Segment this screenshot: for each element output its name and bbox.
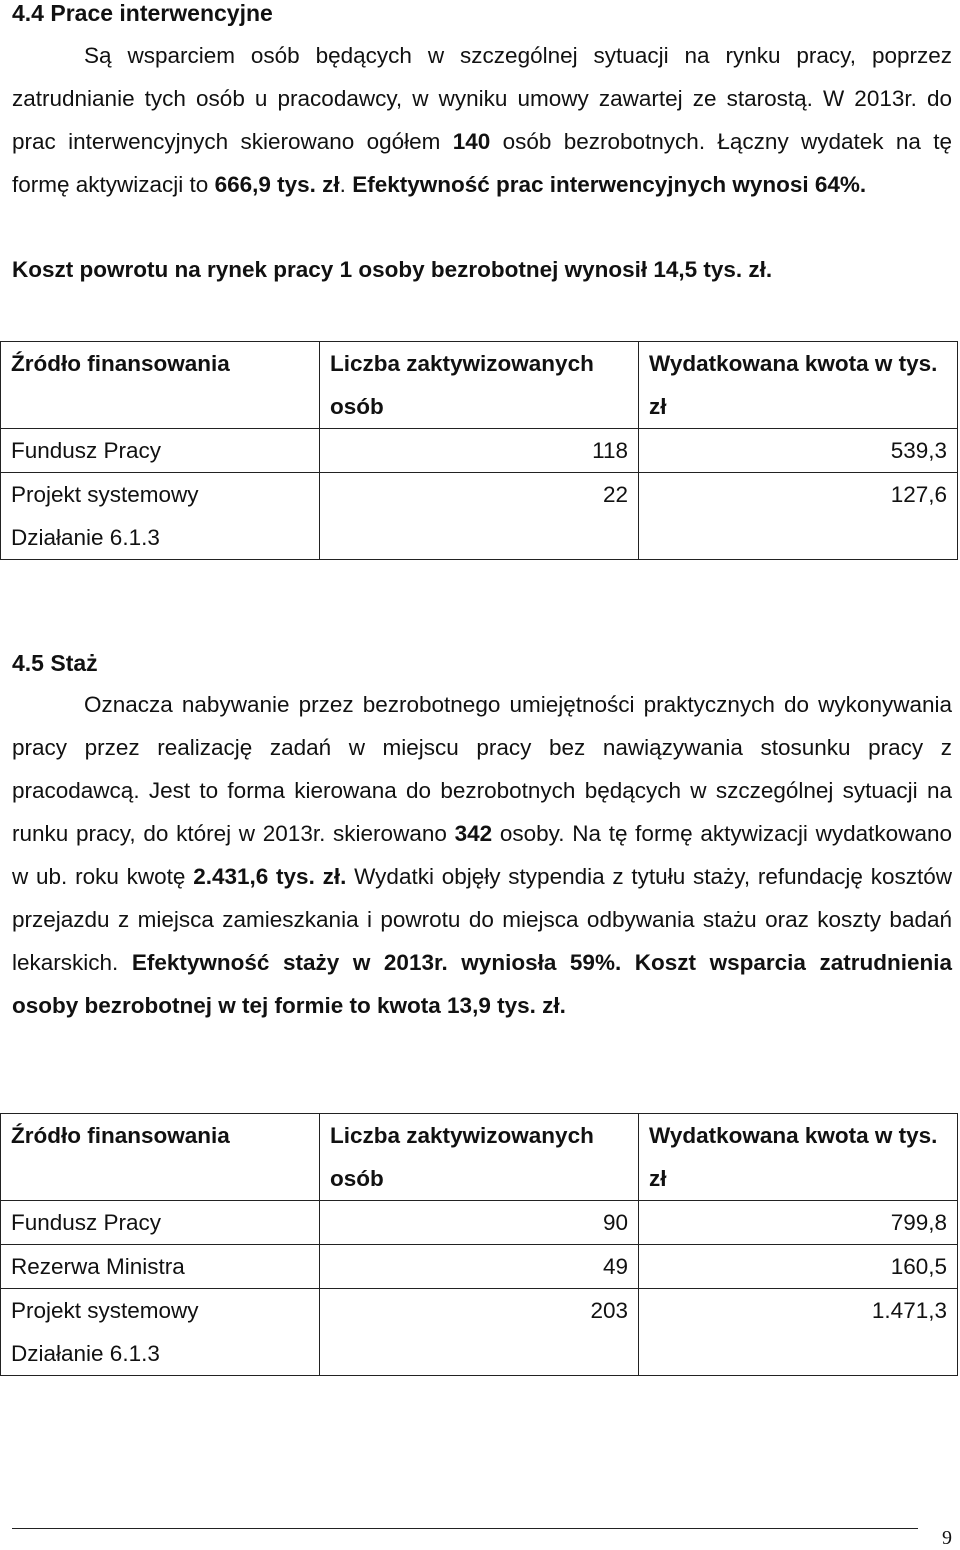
row-source: Fundusz Pracy (1, 1201, 320, 1245)
header-amount: Wydatkowana kwota w tys. zł (639, 1114, 958, 1201)
table-row (1, 473, 958, 560)
row-amount: 160,5 (639, 1245, 958, 1289)
efficiency-bold: Efektywność prac interwencyjnych wynosi 64%. (352, 172, 867, 197)
header-count: Liczba zaktywizowanych osób (320, 342, 639, 429)
header-amount: Wydatkowana kwota w tys. zł (639, 342, 958, 429)
row-count: 90 (320, 1201, 639, 1245)
text: Oznacza nabywanie przez bezrobotnego umiejętności praktycznych do wykonywania pracy przez realizację zadań w miejscu pracy bez nawiązywania stosunku pracy z pracodawcą. Jest to forma kierowana do bezrobotnych będących w szczególnej sytuacji na runku pracy, do której w 2013r. skierowano (12, 692, 952, 846)
text: osób bezrobotnych. Łączny wydatek na tę formę aktywizacji to (12, 129, 952, 197)
row-count: 49 (320, 1245, 639, 1289)
table-row (1, 1201, 958, 1245)
header-count: Liczba zaktywizowanych osób (320, 1114, 639, 1201)
paragraph-prace-interwencyjne (12, 34, 952, 206)
text: osoby. Na tę formę aktywizacji wydatkowano w ub. roku kwotę (12, 821, 952, 889)
page-number: 9 (942, 1527, 952, 1549)
count-bold: 342 (454, 821, 493, 846)
table-row (1, 429, 958, 473)
financing-table-prace (0, 341, 958, 560)
amount-bold: 2.431,6 tys. zł. (193, 864, 347, 889)
financing-table-staz (0, 1113, 958, 1376)
row-source: Fundusz Pracy (1, 429, 320, 473)
count-bold: 140 (452, 129, 491, 154)
efficiency-bold: Efektywność staży w 2013r. wyniosła 59%. Koszt wsparcia zatrudnienia osoby bezrobotnej w tej formie to kwota 13,9 tys. zł. (12, 950, 952, 1018)
paragraph-staz (12, 683, 952, 1027)
section-title-staz: 4.5 Staż (12, 650, 98, 676)
row-count: 22 (320, 473, 639, 560)
cost-line: Koszt powrotu na rynek pracy 1 osoby bezrobotnej wynosił 14,5 tys. zł. (12, 257, 773, 282)
table-row (1, 1289, 958, 1376)
row-amount: 1.471,3 (639, 1289, 958, 1376)
row-count: 118 (320, 429, 639, 473)
table-header-row (1, 1114, 958, 1201)
table-header-row (1, 342, 958, 429)
row-source: Rezerwa Ministra (1, 1245, 320, 1289)
text: Wydatki objęły stypendia z tytułu staży, refundację kosztów przejazdu z miejsca zamieszkania i powrotu do miejsca odbywania stażu oraz koszty badań lekarskich. (12, 864, 952, 975)
amount-bold: 666,9 tys. zł (214, 172, 340, 197)
row-amount: 539,3 (639, 429, 958, 473)
text: . (339, 172, 353, 197)
row-count: 203 (320, 1289, 639, 1376)
text: Są wsparciem osób będących w szczególnej sytuacji na rynku pracy, poprzez zatrudnianie tych osób u pracodawcy, w wyniku umowy zawartej ze starostą. W 2013r. do prac interwencyjnych skierowano ogółem (12, 43, 952, 154)
header-source: Źródło finansowania (1, 1114, 320, 1201)
section-title-prace-interwencyjne: 4.4 Prace interwencyjne (12, 0, 273, 26)
table-row (1, 1245, 958, 1289)
row-amount: 127,6 (639, 473, 958, 560)
row-source: Projekt systemowy Działanie 6.1.3 (1, 473, 320, 560)
header-source: Źródło finansowania (1, 342, 320, 429)
row-source: Projekt systemowy Działanie 6.1.3 (1, 1289, 320, 1376)
footer-divider (12, 1528, 918, 1529)
row-amount: 799,8 (639, 1201, 958, 1245)
